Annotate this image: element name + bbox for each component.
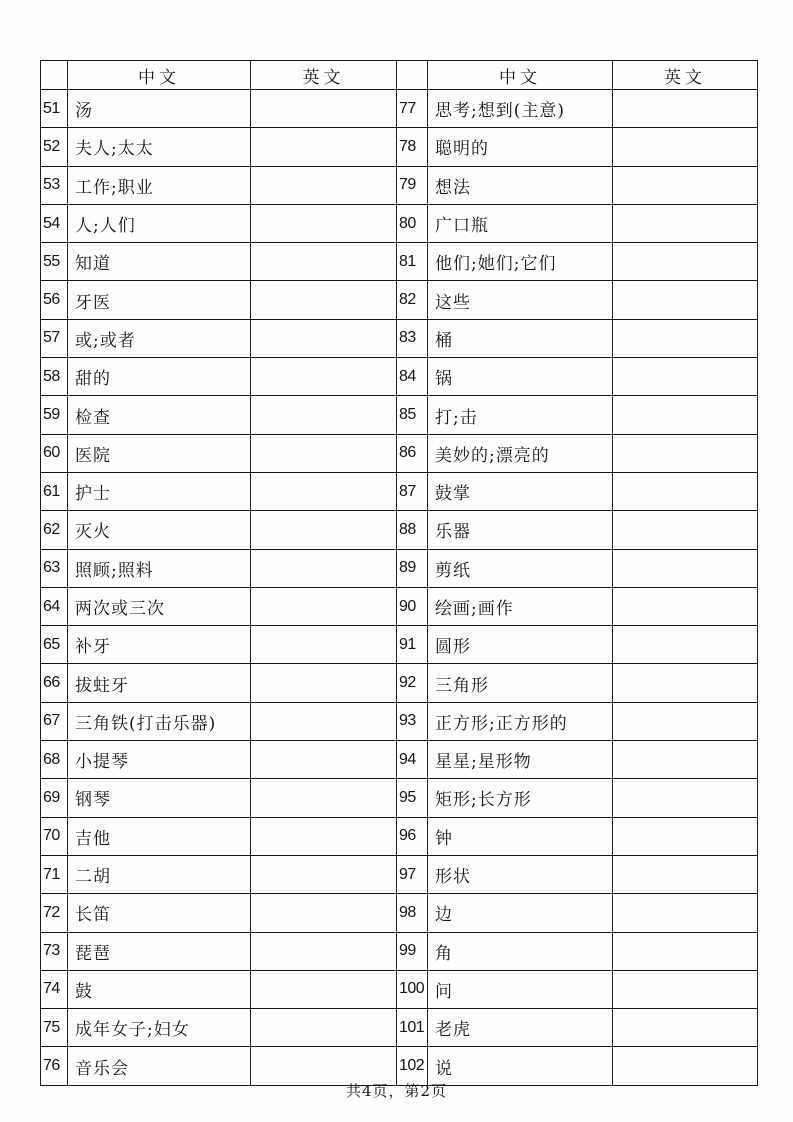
left-english-cell [251, 1009, 397, 1047]
right-row-number: 83 [397, 319, 428, 357]
right-english-cell [613, 472, 758, 510]
right-row-number: 95 [397, 779, 428, 817]
right-english-cell [613, 396, 758, 434]
left-english-cell [251, 472, 397, 510]
right-english-cell [613, 166, 758, 204]
left-chinese-cell: 吉他 [68, 817, 251, 855]
left-english-cell [251, 932, 397, 970]
left-english-header: 英文 [251, 61, 397, 90]
header-row [41, 61, 758, 90]
right-chinese-cell: 星星;星形物 [428, 741, 613, 779]
right-chinese-cell: 边 [428, 894, 613, 932]
right-row-number: 101 [397, 1009, 428, 1047]
table-row [41, 549, 758, 587]
left-row-number: 73 [41, 932, 68, 970]
left-chinese-cell: 灭火 [68, 511, 251, 549]
table-row [41, 396, 758, 434]
right-row-number: 100 [397, 970, 428, 1008]
left-chinese-header: 中文 [68, 61, 251, 90]
left-english-cell [251, 741, 397, 779]
left-row-number: 51 [41, 90, 68, 128]
left-english-cell [251, 434, 397, 472]
right-row-number: 92 [397, 664, 428, 702]
right-english-cell [613, 894, 758, 932]
left-english-cell [251, 626, 397, 664]
right-row-number: 85 [397, 396, 428, 434]
table-row [41, 664, 758, 702]
left-row-number: 62 [41, 511, 68, 549]
left-chinese-cell: 护士 [68, 472, 251, 510]
table-row [41, 932, 758, 970]
table-row [41, 626, 758, 664]
right-chinese-cell: 正方形;正方形的 [428, 702, 613, 740]
left-row-number: 57 [41, 319, 68, 357]
left-english-cell [251, 894, 397, 932]
left-english-cell [251, 587, 397, 625]
right-chinese-cell: 广口瓶 [428, 204, 613, 242]
right-chinese-cell: 桶 [428, 319, 613, 357]
left-chinese-cell: 成年女子;妇女 [68, 1009, 251, 1047]
right-row-number: 82 [397, 281, 428, 319]
left-english-cell [251, 281, 397, 319]
left-row-number: 58 [41, 358, 68, 396]
left-chinese-cell: 或;或者 [68, 319, 251, 357]
right-english-cell [613, 434, 758, 472]
right-row-number: 81 [397, 243, 428, 281]
left-english-cell [251, 817, 397, 855]
right-row-number: 79 [397, 166, 428, 204]
right-chinese-cell: 老虎 [428, 1009, 613, 1047]
table-row [41, 90, 758, 128]
right-english-cell [613, 855, 758, 893]
right-english-cell [613, 702, 758, 740]
left-chinese-cell: 医院 [68, 434, 251, 472]
table-row [41, 166, 758, 204]
right-row-number: 98 [397, 894, 428, 932]
right-row-number: 97 [397, 855, 428, 893]
table-row [41, 281, 758, 319]
right-row-number: 90 [397, 587, 428, 625]
left-chinese-cell: 三角铁(打击乐器) [68, 702, 251, 740]
left-chinese-cell: 补牙 [68, 626, 251, 664]
left-row-number: 59 [41, 396, 68, 434]
right-row-number: 77 [397, 90, 428, 128]
right-chinese-cell: 聪明的 [428, 128, 613, 166]
right-row-number: 89 [397, 549, 428, 587]
right-chinese-cell: 问 [428, 970, 613, 1008]
left-chinese-cell: 音乐会 [68, 1047, 251, 1085]
vocab-table-body [41, 90, 758, 1086]
right-english-cell [613, 90, 758, 128]
right-chinese-cell: 思考;想到(主意) [428, 90, 613, 128]
right-english-cell [613, 626, 758, 664]
right-chinese-cell: 钟 [428, 817, 613, 855]
table-row [41, 128, 758, 166]
table-row [41, 511, 758, 549]
left-chinese-cell: 检查 [68, 396, 251, 434]
table-row [41, 358, 758, 396]
left-chinese-cell: 小提琴 [68, 741, 251, 779]
right-english-cell [613, 549, 758, 587]
right-chinese-cell: 锅 [428, 358, 613, 396]
left-row-number: 75 [41, 1009, 68, 1047]
left-english-cell [251, 970, 397, 1008]
right-row-number: 80 [397, 204, 428, 242]
left-chinese-cell: 拔蛀牙 [68, 664, 251, 702]
table-row [41, 779, 758, 817]
right-row-number: 84 [397, 358, 428, 396]
right-chinese-cell: 他们;她们;它们 [428, 243, 613, 281]
right-english-cell [613, 319, 758, 357]
table-row [41, 1009, 758, 1047]
left-row-number: 60 [41, 434, 68, 472]
left-row-number: 70 [41, 817, 68, 855]
right-row-number: 96 [397, 817, 428, 855]
right-chinese-cell: 绘画;画作 [428, 587, 613, 625]
right-english-cell [613, 281, 758, 319]
left-chinese-cell: 鼓 [68, 970, 251, 1008]
right-english-cell [613, 970, 758, 1008]
left-chinese-cell: 牙医 [68, 281, 251, 319]
right-chinese-cell: 圆形 [428, 626, 613, 664]
left-row-number: 64 [41, 587, 68, 625]
table-row [41, 702, 758, 740]
left-english-cell [251, 549, 397, 587]
right-chinese-cell: 剪纸 [428, 549, 613, 587]
left-english-cell [251, 358, 397, 396]
right-row-number: 94 [397, 741, 428, 779]
left-chinese-cell: 汤 [68, 90, 251, 128]
left-row-number: 53 [41, 166, 68, 204]
right-english-cell [613, 243, 758, 281]
left-english-cell [251, 702, 397, 740]
right-english-cell [613, 587, 758, 625]
right-chinese-header: 中文 [428, 61, 613, 90]
left-row-number: 55 [41, 243, 68, 281]
left-row-number: 69 [41, 779, 68, 817]
table-row [41, 855, 758, 893]
vocab-table [40, 60, 758, 1086]
left-row-number: 61 [41, 472, 68, 510]
left-row-number: 54 [41, 204, 68, 242]
right-number-header [397, 61, 428, 90]
right-chinese-cell: 矩形;长方形 [428, 779, 613, 817]
left-row-number: 65 [41, 626, 68, 664]
left-english-cell [251, 511, 397, 549]
left-chinese-cell: 钢琴 [68, 779, 251, 817]
left-english-cell [251, 779, 397, 817]
right-english-cell [613, 817, 758, 855]
left-english-cell [251, 243, 397, 281]
left-row-number: 74 [41, 970, 68, 1008]
left-chinese-cell: 知道 [68, 243, 251, 281]
left-chinese-cell: 二胡 [68, 855, 251, 893]
right-chinese-cell: 说 [428, 1047, 613, 1085]
right-english-cell [613, 1009, 758, 1047]
table-row [41, 741, 758, 779]
right-row-number: 99 [397, 932, 428, 970]
left-english-cell [251, 396, 397, 434]
right-chinese-cell: 形状 [428, 855, 613, 893]
left-chinese-cell: 夫人;太太 [68, 128, 251, 166]
right-chinese-cell: 三角形 [428, 664, 613, 702]
table-row [41, 204, 758, 242]
right-row-number: 93 [397, 702, 428, 740]
page-footer: 共4页，第2页 [345, 1082, 448, 1100]
left-english-cell [251, 855, 397, 893]
right-chinese-cell: 这些 [428, 281, 613, 319]
table-row [41, 243, 758, 281]
right-english-header: 英文 [613, 61, 758, 90]
right-chinese-cell: 鼓掌 [428, 472, 613, 510]
right-english-cell [613, 932, 758, 970]
right-chinese-cell: 想法 [428, 166, 613, 204]
table-row [41, 434, 758, 472]
left-english-cell [251, 128, 397, 166]
left-row-number: 71 [41, 855, 68, 893]
right-english-cell [613, 128, 758, 166]
left-english-cell [251, 664, 397, 702]
left-english-cell [251, 204, 397, 242]
left-row-number: 76 [41, 1047, 68, 1085]
right-english-cell [613, 511, 758, 549]
table-row [41, 970, 758, 1008]
left-chinese-cell: 照顾;照料 [68, 549, 251, 587]
table-row [41, 472, 758, 510]
left-chinese-cell: 两次或三次 [68, 587, 251, 625]
right-row-number: 102 [397, 1047, 428, 1085]
right-chinese-cell: 乐器 [428, 511, 613, 549]
left-row-number: 72 [41, 894, 68, 932]
table-row [41, 319, 758, 357]
left-english-cell [251, 166, 397, 204]
left-chinese-cell: 甜的 [68, 358, 251, 396]
left-row-number: 52 [41, 128, 68, 166]
left-chinese-cell: 人;人们 [68, 204, 251, 242]
right-english-cell [613, 779, 758, 817]
table-row [41, 817, 758, 855]
right-english-cell [613, 664, 758, 702]
right-row-number: 78 [397, 128, 428, 166]
right-chinese-cell: 角 [428, 932, 613, 970]
right-chinese-cell: 打;击 [428, 396, 613, 434]
table-row [41, 587, 758, 625]
left-english-cell [251, 90, 397, 128]
right-row-number: 87 [397, 472, 428, 510]
right-chinese-cell: 美妙的;漂亮的 [428, 434, 613, 472]
right-english-cell [613, 741, 758, 779]
left-row-number: 66 [41, 664, 68, 702]
left-row-number: 67 [41, 702, 68, 740]
table-row [41, 894, 758, 932]
right-english-cell [613, 358, 758, 396]
left-row-number: 63 [41, 549, 68, 587]
right-row-number: 88 [397, 511, 428, 549]
left-number-header [41, 61, 68, 90]
right-row-number: 91 [397, 626, 428, 664]
left-chinese-cell: 工作;职业 [68, 166, 251, 204]
left-chinese-cell: 琵琶 [68, 932, 251, 970]
left-chinese-cell: 长笛 [68, 894, 251, 932]
left-row-number: 56 [41, 281, 68, 319]
left-english-cell [251, 319, 397, 357]
left-row-number: 68 [41, 741, 68, 779]
right-english-cell [613, 204, 758, 242]
right-row-number: 86 [397, 434, 428, 472]
